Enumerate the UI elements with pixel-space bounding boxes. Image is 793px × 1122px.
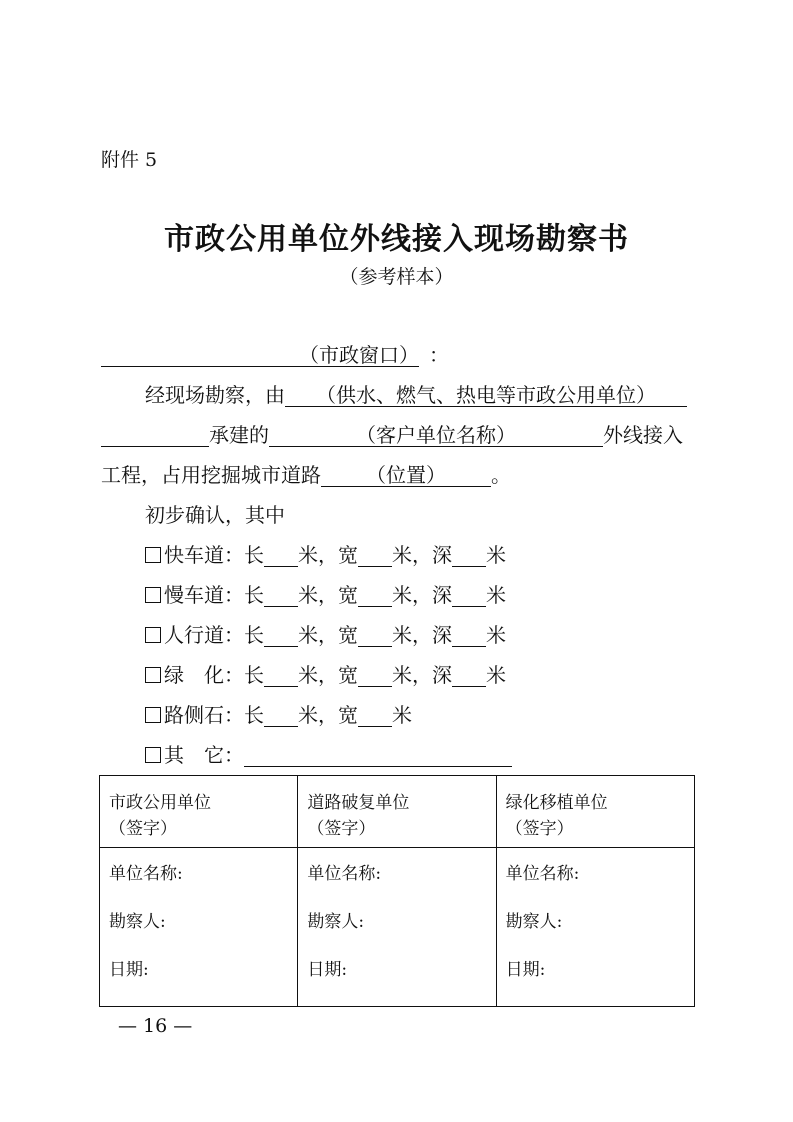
surveyor-label: 勘察人:: [109, 912, 166, 932]
surveyor-label: 勘察人:: [307, 912, 365, 932]
checklist-item: 慢车道：长 米，宽 米，深 米: [145, 583, 506, 607]
location-field: （位置）: [321, 463, 491, 487]
addressee-colon: ：: [429, 343, 449, 367]
table-header-cell: 道路破复单位 （签字）: [298, 776, 496, 848]
para-line2-mid: 承建的: [209, 423, 269, 447]
checkbox[interactable]: [145, 667, 161, 683]
para-line-1: [145, 383, 687, 407]
document-title: 市政公用单位外线接入现场勘察书: [164, 222, 629, 257]
checklist-item: 快车道：长 米，宽 米，深 米: [145, 543, 506, 567]
checklist-label: 绿 化：: [164, 663, 244, 687]
date-label: 日期:: [307, 960, 348, 980]
checklist-label: 慢车道：: [164, 583, 244, 607]
para-line1-prefix: 经现场勘察，由: [145, 383, 285, 407]
checklist-label: 人行道：: [164, 623, 244, 647]
provider-field: （供水、燃气、热电等市政公用单位）: [285, 383, 687, 407]
page-number: — 16 —: [118, 1015, 193, 1037]
checkbox[interactable]: [145, 587, 161, 603]
checklist-label: 路侧石：: [164, 703, 244, 727]
table-body-row: [100, 848, 695, 1007]
para-line2-suffix: 外线接入: [603, 423, 683, 447]
checklist-item: 路侧石：长 米，宽 米: [145, 703, 412, 727]
signature-table: [99, 775, 695, 1007]
date-label: 日期:: [505, 960, 546, 980]
para-line3-prefix: 工程，占用挖掘城市道路: [101, 463, 321, 487]
unit-name-label: 单位名称:: [505, 864, 580, 884]
para-line-3: [101, 463, 511, 487]
table-header-cell: 绿化移植单位 （签字）: [496, 776, 694, 848]
checklist-item: 绿 化：长 米，宽 米，深 米: [145, 663, 506, 687]
checklist-item: [145, 743, 512, 767]
unit-name-label: 单位名称:: [109, 864, 183, 884]
checkbox[interactable]: [145, 707, 161, 723]
table-body-cell[interactable]: [100, 848, 298, 1007]
checkbox[interactable]: [145, 747, 161, 763]
checklist-item: 人行道：长 米，宽 米，深 米: [145, 623, 506, 647]
table-header-row: [100, 776, 695, 848]
checklist-label: 其 它：: [164, 743, 244, 767]
checklist-label: 快车道：: [164, 543, 244, 567]
para-line-4: 初步确认，其中: [145, 503, 285, 527]
addressee-field: （市政窗口）: [101, 343, 419, 367]
document-subtitle: （参考样本）: [339, 266, 454, 288]
unit-name-label: 单位名称:: [307, 864, 382, 884]
customer-field: （客户单位名称）: [269, 423, 603, 447]
table-body-cell[interactable]: [496, 848, 694, 1007]
checkbox[interactable]: [145, 627, 161, 643]
table-body-cell[interactable]: [298, 848, 496, 1007]
para-line3-suffix: 。: [491, 463, 511, 487]
surveyor-label: 勘察人:: [505, 912, 563, 932]
attachment-label: 附件 5: [101, 149, 158, 171]
date-label: 日期:: [109, 960, 149, 980]
addressee-line: [101, 343, 449, 367]
table-header-cell: 市政公用单位 （签字）: [100, 776, 298, 848]
checkbox[interactable]: [145, 547, 161, 563]
provider-field-cont: [101, 423, 209, 447]
para-line-2: [101, 423, 683, 447]
other-field[interactable]: [244, 746, 512, 767]
